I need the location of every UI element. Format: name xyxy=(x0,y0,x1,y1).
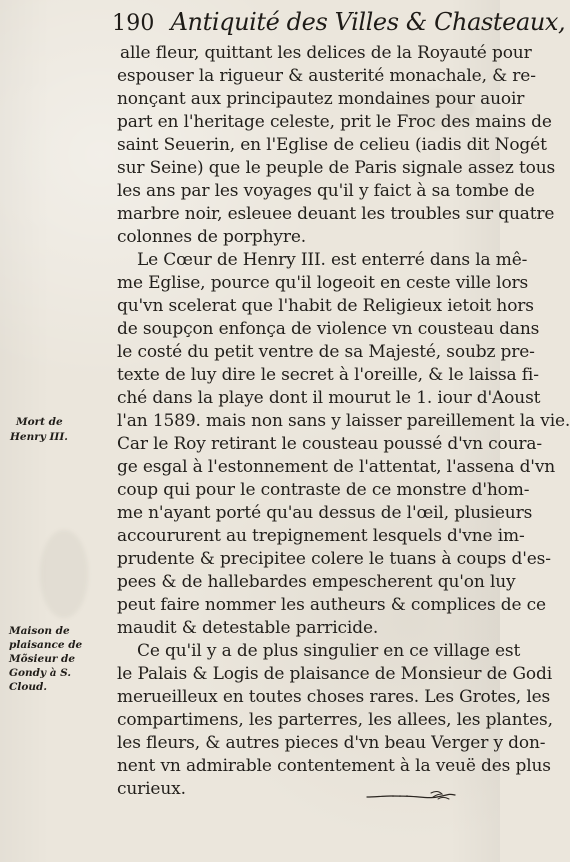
text-line: le Palais & Logis de plaisance de Monsieur de Godi xyxy=(117,664,553,684)
text-line: prudente & precipitee colere le tuans à coups d'es- xyxy=(117,549,551,569)
margin-note-mort-line-1: Mort de xyxy=(16,416,63,428)
margin-note-maison-line-3: Mõsieur de xyxy=(9,653,76,665)
text-line: pees & de hallebardes empescherent qu'on luy xyxy=(117,572,516,592)
text-line: alle fleur, quittant les delices de la Royauté pour xyxy=(120,43,532,63)
text-line: peut faire nommer les autheurs & complices de ce xyxy=(117,595,546,615)
text-line: texte de luy dire le secret à l'oreille, & le laissa fi- xyxy=(117,365,539,385)
text-line: les ans par les voyages qu'il y faict à sa tombe de xyxy=(117,181,535,201)
text-line: me n'ayant porté qu'au dessus de l'œil, plusieurs xyxy=(117,503,533,523)
text-line: curieux. xyxy=(117,779,186,799)
flourish-icon xyxy=(365,789,457,803)
paragraph-start-line: Ce qu'il y a de plus singulier en ce village est xyxy=(137,641,521,661)
text-line: part en l'heritage celeste, prit le Froc des mains de xyxy=(117,112,552,132)
text-line: ché dans la playe dont il mourut le 1. iour d'Aoust xyxy=(117,388,541,408)
text-line: saint Seuerin, en l'Eglise de celieu (iadis dit Nogét xyxy=(117,135,547,155)
text-line: Car le Roy retirant le cousteau poussé d'vn coura- xyxy=(117,434,542,454)
text-line: colonnes de porphyre. xyxy=(117,227,306,247)
text-line: ge esgal à l'estonnement de l'attentat, l'assena d'vn xyxy=(117,457,556,477)
margin-note-maison-line-1: Maison de xyxy=(9,625,70,637)
margin-note-maison-line-4: Gondy à S. xyxy=(9,667,72,679)
text-line: accoururent au trepignement lesquels d'vne im- xyxy=(117,526,525,546)
margin-note-maison-line-2: plaisance de xyxy=(9,639,83,651)
text-line: marbre noir, esleuee deuant les troubles sur quatre xyxy=(117,204,555,224)
text-line: nonçant aux principautez mondaines pour auoir xyxy=(117,89,525,109)
page-header xyxy=(112,8,566,40)
text-line: de soupçon enfonça de violence vn cousteau dans xyxy=(117,319,540,339)
margin-note-mort-line-2: Henry III. xyxy=(10,431,68,443)
text-line: compartimens, les parterres, les allees, les plantes, xyxy=(117,710,553,730)
page-number: 190 xyxy=(112,11,155,36)
text-line: qu'vn scelerat que l'habit de Religieux ietoit hors xyxy=(117,296,534,316)
text-line: espouser la rigueur & austerité monachale, & re- xyxy=(117,66,536,86)
running-title: Antiquité des Villes & Chasteaux, xyxy=(170,8,566,36)
text-line: nent vn admirable contentement à la veuë des plus xyxy=(117,756,551,776)
margin-note-maison-line-5: Cloud. xyxy=(9,681,47,693)
paragraph-start-line: Le Cœur de Henry III. est enterré dans la mê- xyxy=(137,250,528,270)
text-line: l'an 1589. mais non sans y laisser pareillement la vie. xyxy=(117,411,570,431)
text-line: merueilleux en toutes choses rares. Les Grotes, les xyxy=(117,687,551,707)
text-line: le costé du petit ventre de sa Majesté, soubz pre- xyxy=(117,342,535,362)
text-line: maudit & detestable parricide. xyxy=(117,618,379,638)
text-line: coup qui pour le contraste de ce monstre d'hom- xyxy=(117,480,530,500)
text-line: les fleurs, & autres pieces d'vn beau Verger y don- xyxy=(117,733,546,753)
text-line: me Eglise, pource qu'il logeoit en ceste ville lors xyxy=(117,273,529,293)
text-line: sur Seine) que le peuple de Paris signale assez tous xyxy=(117,158,556,178)
paper-smudge xyxy=(40,530,88,618)
